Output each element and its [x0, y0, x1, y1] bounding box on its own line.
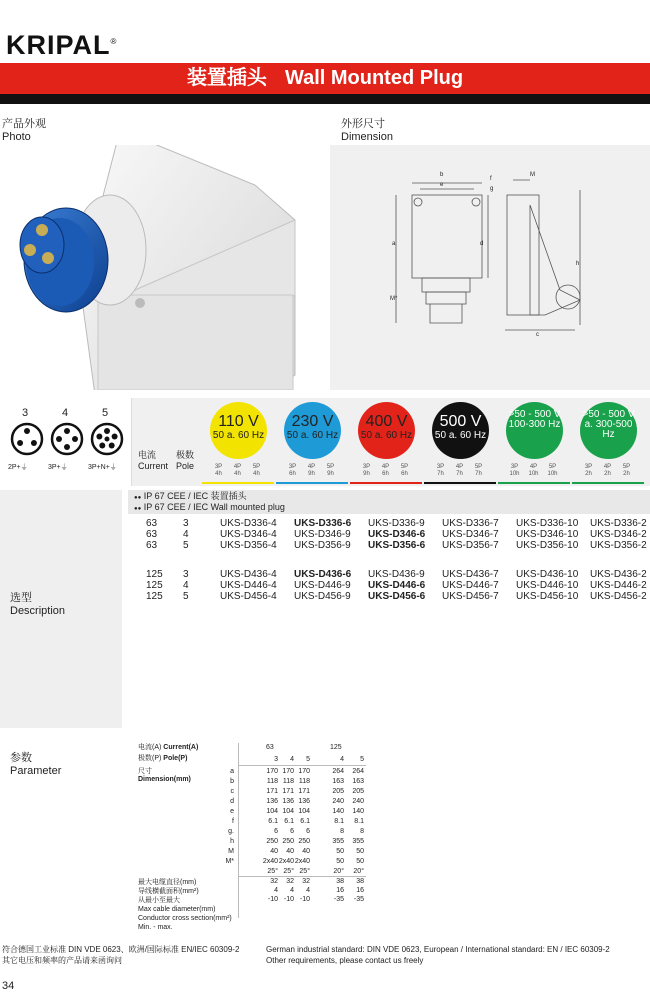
pin-label: 5P	[548, 464, 557, 470]
param-value: 171	[298, 788, 310, 795]
param-value: 170	[282, 768, 294, 775]
param-dim-label	[138, 768, 191, 784]
param-value: 140	[332, 808, 344, 815]
footer-en2: Other requirements, please contact us freely	[266, 956, 424, 965]
pole-type-label: 3P+⏚	[48, 464, 68, 471]
pin-label: 3P	[288, 464, 297, 470]
product-code: UKS-D456-2	[590, 591, 647, 602]
param-value: 136	[298, 798, 310, 805]
param-value: 136	[266, 798, 278, 805]
product-code: UKS-D436-2	[590, 569, 647, 580]
parameter-table	[128, 738, 650, 943]
parameter-label-cn: 参数	[10, 752, 32, 764]
cable-labels	[138, 878, 232, 932]
param-current-63: 63	[266, 744, 274, 751]
param-key: b	[230, 778, 234, 785]
param-value: 170	[298, 768, 310, 775]
description-label	[10, 592, 65, 618]
dimension-label-en: Dimension	[341, 131, 393, 143]
voltage-circle	[580, 402, 637, 459]
frequency-value: 50 a. 60 Hz	[286, 430, 339, 441]
product-code: UKS-D456-10	[516, 591, 579, 602]
registered-mark: ®	[110, 37, 118, 46]
dimension-label	[341, 118, 393, 144]
product-code: UKS-D336-2	[590, 518, 647, 529]
voltage-value: >50 - 500 V	[582, 409, 635, 420]
param-value: 6	[290, 828, 294, 835]
cable-value: 32	[286, 878, 294, 885]
param-key: g.	[228, 828, 234, 835]
param-value: 50	[356, 848, 364, 855]
cable-value: 32	[270, 878, 278, 885]
color-code-bar	[276, 482, 348, 484]
product-code: UKS-D446-4	[220, 580, 277, 591]
clock-position: 7h	[475, 471, 482, 477]
voltage-value: >50 - 500 V	[508, 409, 561, 420]
param-value: 104	[298, 808, 310, 815]
param-value: 136	[282, 798, 294, 805]
param-key: h	[230, 838, 234, 845]
pole-cn: 极数	[176, 450, 195, 460]
pole-icons	[0, 398, 128, 486]
frequency-value: a. 300-500 Hz	[584, 419, 633, 440]
param-value: 50	[336, 858, 344, 865]
param-key: e	[230, 808, 234, 815]
pin-label: 4P	[381, 464, 390, 470]
param-value: 118	[266, 778, 278, 785]
product-code: UKS-D436-7	[442, 569, 499, 580]
photo-label-cn: 产品外观	[2, 118, 46, 130]
voltage-circle	[284, 402, 341, 459]
bullet-icon: ●●	[134, 506, 142, 512]
cable-value: 32	[302, 878, 310, 885]
param-value: 118	[298, 778, 310, 785]
param-value: 264	[352, 768, 364, 775]
cable-value: -10	[267, 896, 278, 903]
clock-position: 9h	[308, 471, 315, 477]
product-code: UKS-D456-4	[220, 591, 277, 602]
pin-label: 5P	[622, 464, 631, 470]
pin-label: 5P	[474, 464, 483, 470]
product-code: UKS-D436-10	[516, 569, 579, 580]
voltage-value: 230 V	[291, 413, 334, 430]
pin-label: 3P	[362, 464, 371, 470]
param-value: 6.1	[268, 818, 278, 825]
cable-en1: Max cable diameter(mm)	[138, 906, 216, 913]
param-pole-en: Pole(P)	[163, 755, 188, 762]
product-photo	[0, 145, 320, 390]
page-number: 34	[2, 980, 15, 992]
dimension-letter: c	[536, 332, 539, 338]
row-current: 125	[146, 569, 163, 580]
param-value: 355	[332, 838, 344, 845]
param-value: 20°	[333, 868, 344, 875]
cable-value: -10	[299, 896, 310, 903]
socket-face-icon	[90, 422, 124, 456]
cable-en3: Min. - max.	[138, 924, 173, 931]
socket-face-icon	[10, 422, 44, 456]
product-code: UKS-D456-9	[294, 591, 351, 602]
ip-cn-text: IP 67 CEE / IEC 装置插头	[143, 491, 247, 501]
param-key: M	[228, 848, 234, 855]
param-value: 118	[282, 778, 294, 785]
product-code: UKS-D336-7	[442, 518, 499, 529]
product-code: UKS-D346-9	[294, 529, 351, 540]
dimension-drawing	[330, 145, 650, 390]
row-pole: 4	[183, 529, 189, 540]
product-code: UKS-D346-10	[516, 529, 579, 540]
cable-value: 4	[290, 887, 294, 894]
pin-label: 4P	[529, 464, 538, 470]
param-value: 40	[302, 848, 310, 855]
frequency-value: 100-300 Hz	[508, 419, 561, 430]
clock-position: 9h	[327, 471, 334, 477]
clock-position: 6h	[289, 471, 296, 477]
clock-position: 2h	[585, 471, 592, 477]
product-code: UKS-D346-7	[442, 529, 499, 540]
clock-position: 7h	[437, 471, 444, 477]
dimension-letter: d	[480, 241, 484, 247]
pole-en: Pole	[176, 461, 195, 471]
description-label-en: Description	[10, 605, 66, 617]
product-code: UKS-D346-4	[220, 529, 277, 540]
voltage-value: 110 V	[218, 413, 259, 430]
current-cn: 电流	[138, 450, 157, 460]
pin-label: 5P	[400, 464, 409, 470]
row-pole: 3	[183, 569, 189, 580]
product-code: UKS-D336-9	[368, 518, 425, 529]
product-code: UKS-D336-6	[294, 518, 352, 529]
ip-en	[134, 502, 285, 515]
pin-label: 4P	[603, 464, 612, 470]
product-code: UKS-D356-10	[516, 540, 579, 551]
param-value: 40	[270, 848, 278, 855]
row-current: 63	[146, 540, 158, 551]
description-table	[128, 490, 650, 728]
dimension-letter: e	[440, 182, 444, 188]
voltage-value: 400 V	[365, 413, 408, 430]
color-code-bar	[572, 482, 644, 484]
param-value: 104	[266, 808, 278, 815]
parameter-panel	[0, 738, 125, 943]
product-code: UKS-D356-4	[220, 540, 277, 551]
pole-count: 4	[62, 407, 69, 419]
voltage-circle	[506, 402, 563, 459]
pin-label: 3P	[214, 464, 223, 470]
cable-value: 38	[356, 878, 364, 885]
param-current-en: Current(A)	[163, 744, 199, 751]
dimension-letter: a	[392, 241, 396, 247]
param-current-125: 125	[330, 744, 342, 751]
frequency-value: 50 a. 60 Hz	[212, 430, 265, 441]
pin-label: 3P	[436, 464, 445, 470]
product-code: UKS-D456-7	[442, 591, 499, 602]
product-code: UKS-D446-6	[368, 580, 426, 591]
product-code: UKS-D356-6	[368, 540, 426, 551]
description-panel	[0, 490, 122, 728]
cable-cn3: 从最小至最大	[138, 897, 180, 904]
param-key: f	[232, 818, 234, 825]
plug-photo-illustration	[0, 145, 320, 390]
param-value: 355	[352, 838, 364, 845]
title-en: Wall Mounted Plug	[284, 67, 464, 89]
pole-count: 3	[22, 407, 29, 419]
param-value: 250	[282, 838, 294, 845]
pin-label: 5P	[326, 464, 335, 470]
param-pole: 4	[290, 756, 294, 763]
param-value: 264	[332, 768, 344, 775]
clock-position: 4h	[234, 471, 241, 477]
row-current: 63	[146, 529, 158, 540]
param-value: 40	[286, 848, 294, 855]
pin-label: 4P	[307, 464, 316, 470]
row-pole: 3	[183, 518, 189, 529]
param-value: 6	[306, 828, 310, 835]
logo-text: KRIPAL	[6, 30, 111, 60]
photo-label-en: Photo	[2, 131, 31, 143]
clock-position: 7h	[456, 471, 463, 477]
param-value: 8	[360, 828, 364, 835]
param-current-label	[138, 744, 198, 752]
clock-position: 10h	[509, 471, 520, 477]
page-title	[0, 63, 650, 94]
product-code: UKS-D446-2	[590, 580, 647, 591]
product-code: UKS-D436-9	[368, 569, 425, 580]
row-pole: 5	[183, 591, 189, 602]
pin-label: 4P	[233, 464, 242, 470]
param-value: 6.1	[300, 818, 310, 825]
dimension-letter: M	[530, 172, 535, 178]
cable-value: 4	[274, 887, 278, 894]
bullet-icon: ●●	[134, 495, 142, 501]
cable-cn2: 导线横截面积(mm²)	[138, 888, 199, 895]
row-current: 125	[146, 591, 163, 602]
param-value: 163	[332, 778, 344, 785]
dimension-letter: g	[490, 186, 494, 192]
clock-position: 6h	[382, 471, 389, 477]
clock-position: 4h	[215, 471, 222, 477]
param-value: 8.1	[354, 818, 364, 825]
pin-label: 3P	[584, 464, 593, 470]
color-code-bar	[498, 482, 570, 484]
title-cn: 装置插头	[186, 67, 267, 89]
clock-position: 10h	[528, 471, 539, 477]
param-rule	[238, 876, 366, 877]
param-value: 250	[266, 838, 278, 845]
param-value: 50	[336, 848, 344, 855]
voltage-value: 500 V	[439, 413, 482, 430]
param-value: 104	[282, 808, 294, 815]
row-current: 125	[146, 580, 163, 591]
param-pole: 4	[340, 756, 344, 763]
param-value: 2x40	[262, 858, 278, 865]
param-value: 50	[356, 858, 364, 865]
row-pole: 4	[183, 580, 189, 591]
pole-type-label: 3P+N+⏚	[88, 464, 117, 471]
footer-cn	[2, 944, 239, 966]
pin-label: 4P	[455, 464, 464, 470]
product-code: UKS-D436-6	[294, 569, 352, 580]
param-value: 171	[266, 788, 278, 795]
param-value: 25°	[283, 868, 294, 875]
frequency-value: 50 a. 60 Hz	[434, 430, 487, 441]
param-divider	[238, 743, 239, 918]
param-key: c	[230, 788, 234, 795]
footer-en1: German industrial standard: DIN VDE 0623, European / International standard: EN / IEC 60309-2	[266, 945, 610, 954]
clock-position: 2h	[623, 471, 630, 477]
cable-value: -35	[333, 896, 344, 903]
product-code: UKS-D356-7	[442, 540, 499, 551]
param-pole-cn: 极数(P)	[138, 755, 162, 762]
param-value: 240	[352, 798, 364, 805]
row-current: 63	[146, 518, 158, 529]
param-value: 8.1	[334, 818, 344, 825]
param-value: 250	[298, 838, 310, 845]
param-value: 8	[340, 828, 344, 835]
description-label-cn: 选型	[10, 592, 32, 604]
product-code: UKS-D356-2	[590, 540, 647, 551]
param-value: 25°	[267, 868, 278, 875]
cable-value: 16	[336, 887, 344, 894]
dimension-letter: M*	[390, 296, 398, 302]
pole-type-label: 2P+⏚	[8, 464, 28, 471]
voltage-circle	[210, 402, 267, 459]
cable-en2: Conductor cross section(mm²)	[138, 915, 232, 922]
clock-position: 10h	[547, 471, 558, 477]
pin-label: 5P	[252, 464, 261, 470]
param-pole: 5	[360, 756, 364, 763]
voltage-circle	[358, 402, 415, 459]
cable-value: -35	[353, 896, 364, 903]
param-value: 140	[352, 808, 364, 815]
product-code: UKS-D446-7	[442, 580, 499, 591]
param-value: 2x40	[278, 858, 294, 865]
cable-cn1: 最大电缆直径(mm)	[138, 879, 197, 886]
color-code-bar	[424, 482, 496, 484]
param-key: a	[230, 768, 234, 775]
dimension-letter: f	[490, 176, 492, 182]
voltage-circle	[432, 402, 489, 459]
frequency-value: 50 a. 60 Hz	[360, 430, 413, 441]
product-code: UKS-D436-4	[220, 569, 277, 580]
dimension-label-cn: 外形尺寸	[341, 118, 385, 130]
row-pole: 5	[183, 540, 189, 551]
footer-cn1: 符合德国工业标准 DIN VDE 0623、欧洲/国际标准 EN/IEC 60309-2	[2, 945, 240, 954]
param-value: 6	[274, 828, 278, 835]
param-value: 171	[282, 788, 294, 795]
current-header	[138, 450, 168, 472]
voltage-header	[131, 398, 650, 486]
cable-value: 16	[356, 887, 364, 894]
product-code: UKS-D446-10	[516, 580, 579, 591]
param-key: d	[230, 798, 234, 805]
param-dim-cn: 尺寸	[138, 768, 152, 775]
param-value: 20°	[353, 868, 364, 875]
cable-value: -10	[283, 896, 294, 903]
footer-en	[266, 944, 610, 966]
dimension-letter: b	[440, 172, 444, 178]
parameter-label-en: Parameter	[10, 765, 62, 777]
param-value: 2x40	[294, 858, 310, 865]
param-value: 205	[332, 788, 344, 795]
color-code-bar	[350, 482, 422, 484]
product-code: UKS-D336-10	[516, 518, 579, 529]
footer-cn2: 其它电压和频率的产品请来函询问	[2, 956, 122, 965]
product-code: UKS-D356-9	[294, 540, 351, 551]
clock-position: 2h	[604, 471, 611, 477]
socket-face-icon	[50, 422, 84, 456]
param-rule	[238, 765, 366, 766]
pole-count: 5	[102, 407, 109, 419]
product-code: UKS-D346-6	[368, 529, 426, 540]
product-code: UKS-D456-6	[368, 591, 426, 602]
param-value: 205	[352, 788, 364, 795]
ip-en-text: IP 67 CEE / IEC Wall mounted plug	[143, 502, 285, 512]
param-dim-en: Dimension(mm)	[138, 776, 191, 783]
product-code: UKS-D346-2	[590, 529, 647, 540]
current-en: Current	[138, 461, 169, 471]
product-code: UKS-D336-4	[220, 518, 277, 529]
photo-label	[2, 118, 46, 144]
clock-position: 4h	[253, 471, 260, 477]
param-value: 25°	[299, 868, 310, 875]
clock-position: 6h	[401, 471, 408, 477]
dimension-letter: h	[576, 261, 580, 267]
param-value: 6.1	[284, 818, 294, 825]
clock-position: 9h	[363, 471, 370, 477]
title-underline	[0, 94, 650, 104]
param-value: 240	[332, 798, 344, 805]
param-value: 163	[352, 778, 364, 785]
cable-value: 4	[306, 887, 310, 894]
cable-value: 38	[336, 878, 344, 885]
param-current-cn: 电流(A)	[138, 744, 162, 751]
param-pole: 5	[306, 756, 310, 763]
color-code-bar	[202, 482, 274, 484]
brand-logo	[6, 30, 117, 61]
pin-label: 3P	[510, 464, 519, 470]
param-value: 170	[266, 768, 278, 775]
param-pole-label	[138, 755, 187, 763]
pole-header	[176, 450, 194, 472]
product-code: UKS-D446-9	[294, 580, 351, 591]
param-key: M*	[225, 858, 234, 865]
parameter-label	[10, 752, 61, 778]
param-pole: 3	[274, 756, 278, 763]
